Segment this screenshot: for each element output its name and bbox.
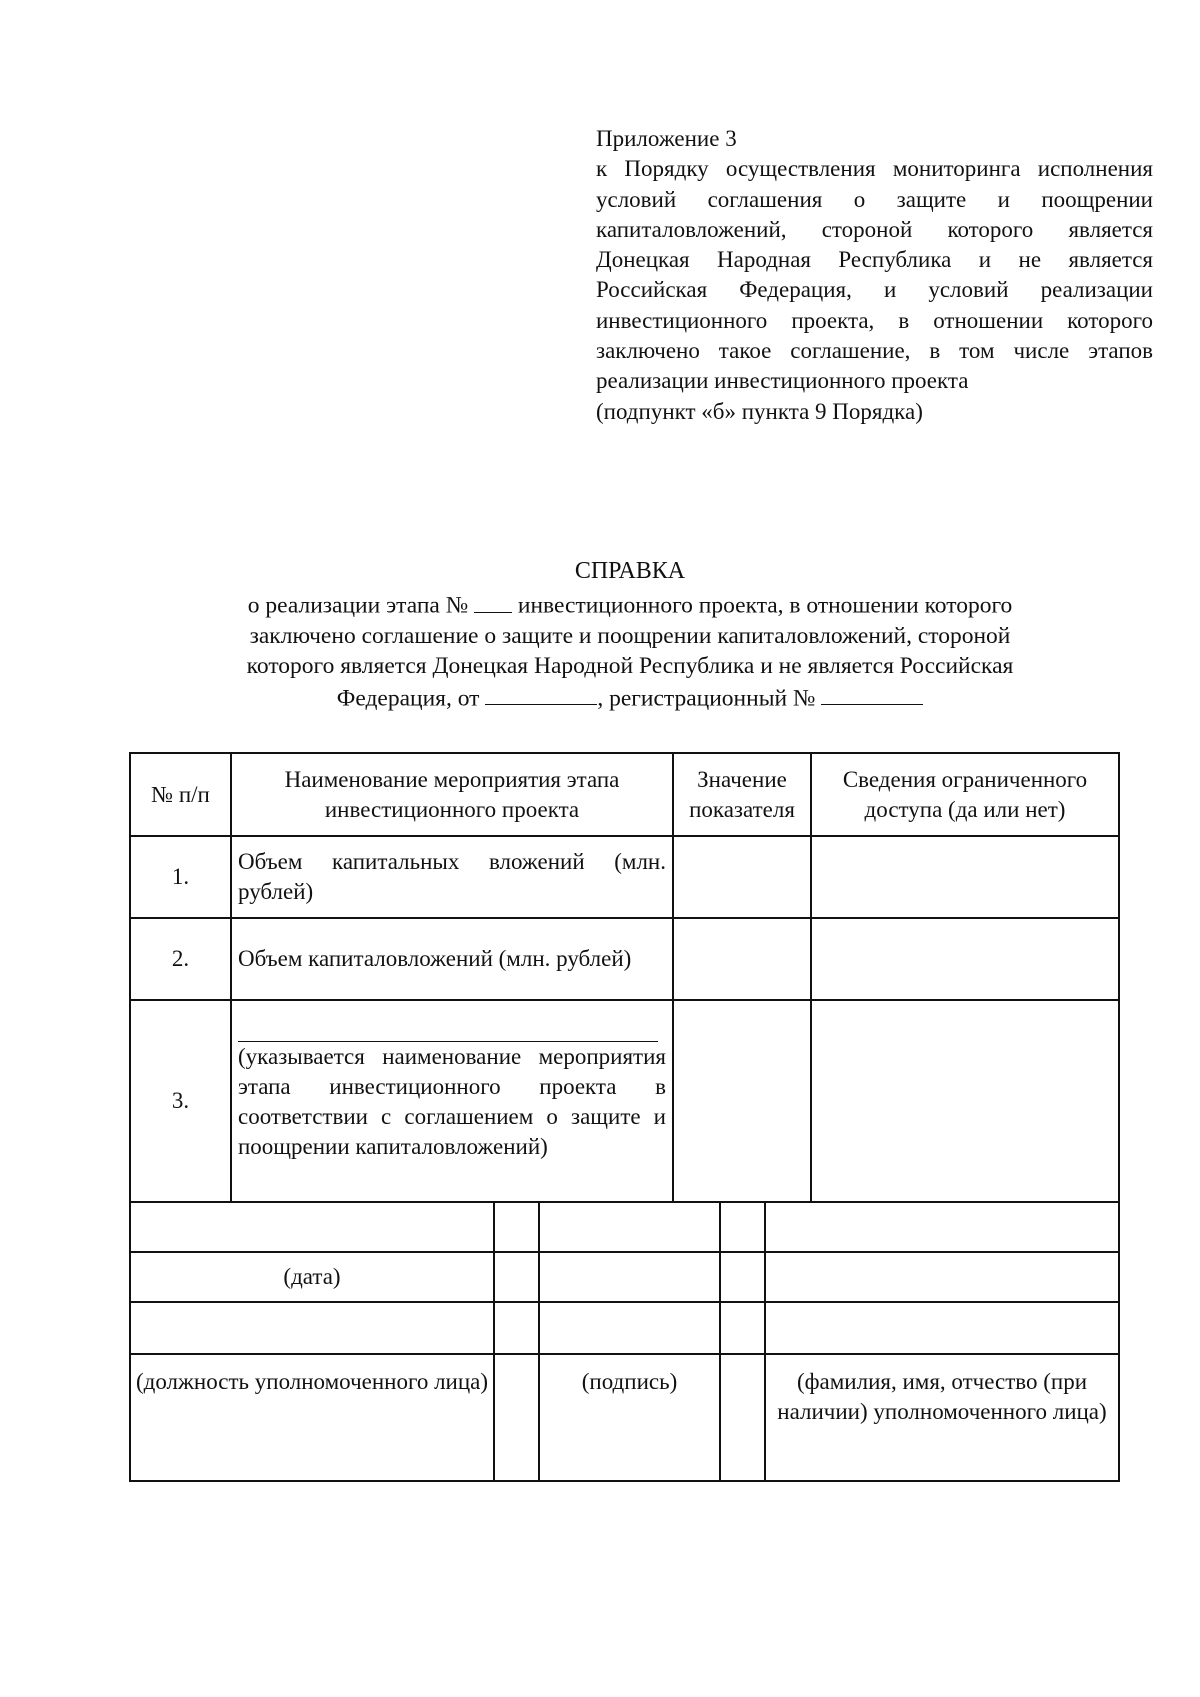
subtitle-line-4-start: Федерация, от	[336, 685, 480, 711]
signature-table	[129, 1201, 1120, 1482]
spacer-cell	[494, 1201, 539, 1252]
header-value: Значение показателя	[673, 753, 811, 836]
subtitle-line-3: которого является Донецкая Народной Республика и не является Российская	[246, 652, 1014, 679]
spacer-cell	[720, 1252, 765, 1302]
position-field[interactable]	[130, 1302, 494, 1354]
row-number: 1.	[130, 836, 231, 918]
blank-cell	[539, 1252, 720, 1302]
stage-table	[129, 752, 1120, 1203]
signature-entry-row	[130, 1302, 1119, 1354]
table-row	[130, 1000, 1119, 1202]
row-name: Объем капитальных вложений (млн. рублей)	[231, 836, 673, 918]
row-number: 3.	[130, 1000, 231, 1202]
signature-field[interactable]	[539, 1302, 720, 1354]
position-label: (должность уполномоченного лица)	[130, 1354, 494, 1481]
subtitle-line-1-start: о реализации этапа №	[247, 592, 469, 619]
row-restricted-cell[interactable]	[811, 836, 1119, 918]
signature-label-row	[130, 1354, 1119, 1481]
subtitle-line-1	[150, 588, 1110, 621]
row-value-cell[interactable]	[673, 918, 811, 1000]
row-restricted-cell[interactable]	[811, 1000, 1119, 1202]
spacer-cell	[720, 1302, 765, 1354]
row-restricted-cell[interactable]	[811, 918, 1119, 1000]
subtitle-line-4-end: , регистрационный №	[597, 685, 816, 711]
date-field[interactable]	[130, 1201, 494, 1252]
full-name-field[interactable]	[765, 1302, 1119, 1354]
activity-name-blank-line[interactable]	[238, 1007, 658, 1042]
table-row	[130, 836, 1119, 918]
table-row	[130, 918, 1119, 1000]
row-name-cell	[231, 1000, 673, 1202]
spacer-cell	[720, 1201, 765, 1252]
appendix-reference: (подпункт «б» пункта 9 Порядка)	[596, 398, 923, 424]
stage-number-blank	[474, 588, 512, 613]
row-value-cell[interactable]	[673, 836, 811, 918]
date-entry-row	[130, 1201, 1119, 1252]
blank-cell	[765, 1252, 1119, 1302]
blank-cell	[539, 1201, 720, 1252]
date-label: (дата)	[130, 1252, 494, 1302]
spacer-cell	[494, 1252, 539, 1302]
row-value-cell[interactable]	[673, 1000, 811, 1202]
appendix-header	[596, 124, 1153, 427]
spacer-cell	[720, 1354, 765, 1481]
subtitle-line-2: заключено соглашение о защите и поощрении капиталовложений, стороной	[249, 622, 1011, 649]
header-number: № п/п	[130, 753, 231, 836]
table-header-row	[130, 753, 1119, 836]
subtitle-line-1-end: инвестиционного проекта, в отношении которого	[517, 592, 1013, 619]
row-number: 2.	[130, 918, 231, 1000]
document-subtitle	[150, 588, 1110, 713]
blank-cell	[765, 1201, 1119, 1252]
subtitle-line-4	[150, 681, 1110, 714]
spacer-cell	[494, 1302, 539, 1354]
header-restricted: Сведения ограниченного доступа (да или нет)	[811, 753, 1119, 836]
spacer-cell	[494, 1354, 539, 1481]
appendix-title: Приложение 3	[596, 126, 737, 151]
registration-number-blank	[821, 681, 923, 706]
document-title: СПРАВКА	[574, 558, 686, 584]
full-name-label: (фамилия, имя, отчество (при наличии) уполномоченного лица)	[765, 1354, 1119, 1481]
date-blank	[485, 681, 597, 706]
row-name: (указывается наименование мероприятия этапа инвестиционного проекта в соответствии с соглашением о защите и поощрении капиталовложений)	[238, 1044, 666, 1159]
appendix-body: к Порядку осуществления мониторинга исполнения условий соглашения о защите и поощрении капиталовложений, стороной которого является Донецкая Народная Республика и не является Российская Федерация, и условий реализации инвестиционного проекта, в отношении которого заключено такое соглашение, в том числе этапов реализации инвестиционного проекта	[596, 156, 1153, 394]
header-name: Наименование мероприятия этапа инвестиционного проекта	[231, 753, 673, 836]
date-label-row	[130, 1252, 1119, 1302]
signature-label: (подпись)	[539, 1354, 720, 1481]
row-name: Объем капиталовложений (млн. рублей)	[231, 918, 673, 1000]
